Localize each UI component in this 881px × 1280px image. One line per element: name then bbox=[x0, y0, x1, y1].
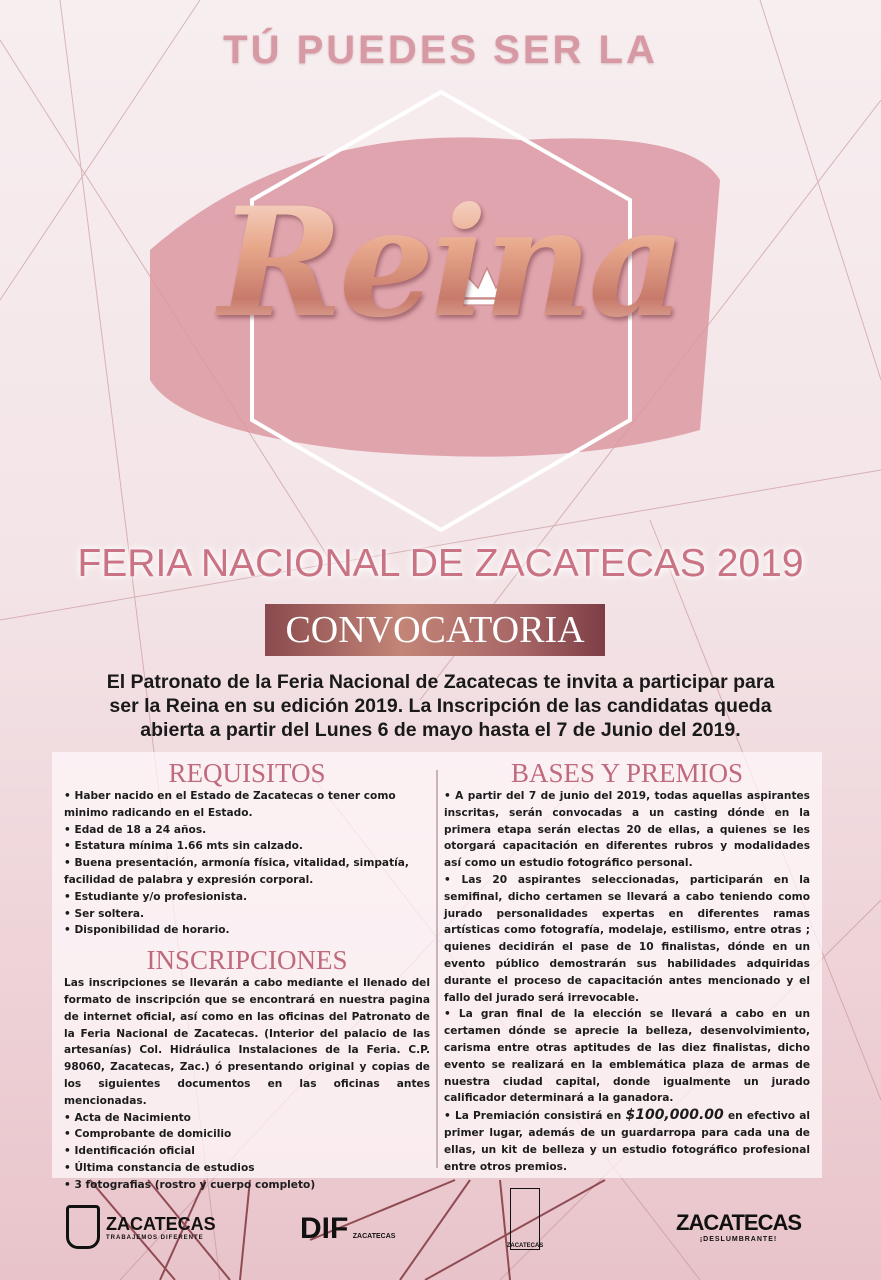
logo-tagline: ZACATECAS bbox=[352, 1233, 396, 1240]
logo-patronato-feria bbox=[506, 1188, 544, 1250]
prize-item bbox=[444, 1107, 810, 1175]
logo-name: DIF bbox=[300, 1212, 349, 1245]
logo-gobierno-zacatecas bbox=[66, 1205, 216, 1249]
requisito-item: • Estatura mínima 1.66 mts sin calzado. bbox=[64, 840, 303, 853]
bases-item: • A partir del 7 de junio del 2019, todas aquellas aspirantes inscritas, serán convocadas a un casting dónde en la primera etapa serán electas 20 de ellas, a quienes se les otorgará capacitación en diferentes rubros y modalidades así como un estudio fotográfico personal. bbox=[444, 790, 810, 870]
intro-line: ser la Reina en su edición 2019. La Inscripción de las candidatas queda bbox=[109, 695, 772, 717]
requisitos-heading: REQUISITOS bbox=[168, 758, 326, 788]
left-column bbox=[64, 758, 430, 1194]
shield-icon bbox=[66, 1205, 100, 1249]
requisito-item: • Edad de 18 a 24 años. bbox=[64, 823, 207, 836]
inscripciones-text: Las inscripciones se llevarán a cabo mediante el llenado del formato de inscripción que se encontrará en nuestra pagina de internet oficial, así como en las oficinas del Patronato de la Feria Nacional de Zacatecas. (Interior del palacio de las artesanías) Col. Hidráulica Instalaciones de la Feria. C.P. 98060, Zacatecas, Zac.) ó presentando original y copias de los siguientes documentos en las oficinas antes mencionadas. bbox=[64, 977, 430, 1107]
bases-item: • Las 20 aspirantes seleccionadas, participarán en la semifinal, dicho certamen se llevará a cabo teniendo como jurado personalidades expertas en diferentes ramas artísticas como fotografía, modelaje, estilismo, entre otras ; quienes decidirán el pase de 10 finalistas, dónde en un evento público demostrarán sus habilidades adquiridas durante el proceso de capacitación antes mencionado y el fallo del jurado será irrevocable. bbox=[444, 873, 810, 1004]
requisito-item: • Haber nacido en el Estado de Zacatecas o tener como minimo radicando en el Estado. bbox=[64, 790, 396, 819]
reina-logo-text: Reina bbox=[150, 175, 750, 351]
convocatoria-banner: CONVOCATORIA bbox=[265, 604, 605, 656]
prize-text: en efectivo al primer lugar, además de un guardarropa para cada una de ellas, un kit de belleza y un estudio fotográfico profesional entre otros premios. bbox=[444, 1110, 810, 1173]
intro-line: abierta a partir del Lunes 6 de mayo hasta el 7 de Junio del 2019. bbox=[140, 719, 741, 741]
bases-item: • La gran final de la elección se llevará a cabo en un certamen dónde se aprecie la belleza, desenvolvimiento, carisma entre otras aptitudes de las diez finalistas, dicho evento se realizará en la emblemática plaza de armas de nuestra ciudad capital, donde igualmente un jurado calificador determinará a la ganadora. bbox=[444, 1008, 810, 1105]
logo-name: ZACATECAS bbox=[106, 1213, 216, 1234]
document-item: • Identificación oficial bbox=[64, 1145, 195, 1158]
requisito-item: • Estudiante y/o profesionista. bbox=[64, 890, 248, 903]
prize-amount: $100,000.00 bbox=[625, 1107, 724, 1124]
document-item: • 3 fotografias (rostro y cuerpo completo) bbox=[64, 1178, 316, 1191]
logo-tagline: ¡DESLUMBRANTE! bbox=[699, 1236, 778, 1243]
logo-dif bbox=[300, 1212, 395, 1246]
document-item: • Acta de Nacimiento bbox=[64, 1111, 191, 1124]
logo-tagline: TRABAJEMOS DIFERENTE bbox=[106, 1234, 204, 1241]
intro-text bbox=[30, 670, 851, 742]
right-column bbox=[444, 758, 810, 1175]
intro-line: El Patronato de la Feria Nacional de Zacatecas te invita a participar para bbox=[106, 671, 775, 693]
headline: TÚ PUEDES SER LA bbox=[223, 28, 658, 72]
requisito-item: • Buena presentación, armonía física, vitalidad, simpatía, facilidad de palabra y expresión corporal. bbox=[64, 857, 409, 886]
logo-zacatecas-deslumbrante bbox=[676, 1210, 801, 1243]
requisito-item: • Disponibilidad de horario. bbox=[64, 924, 230, 937]
logo-name: ZACATECAS bbox=[506, 1243, 544, 1249]
prize-text: • La Premiación consistirá en bbox=[444, 1110, 626, 1123]
event-title: FERIA NACIONAL DE ZACATECAS 2019 bbox=[77, 542, 804, 585]
bases-heading: BASES Y PREMIOS bbox=[510, 758, 744, 788]
requisito-item: • Ser soltera. bbox=[64, 907, 145, 920]
column-divider bbox=[436, 770, 438, 1168]
document-item: • Última constancia de estudios bbox=[64, 1161, 255, 1174]
logo-name: ZACATECAS bbox=[676, 1210, 802, 1235]
inscripciones-heading: INSCRIPCIONES bbox=[146, 945, 348, 976]
document-item: • Comprobante de domicilio bbox=[64, 1128, 232, 1141]
